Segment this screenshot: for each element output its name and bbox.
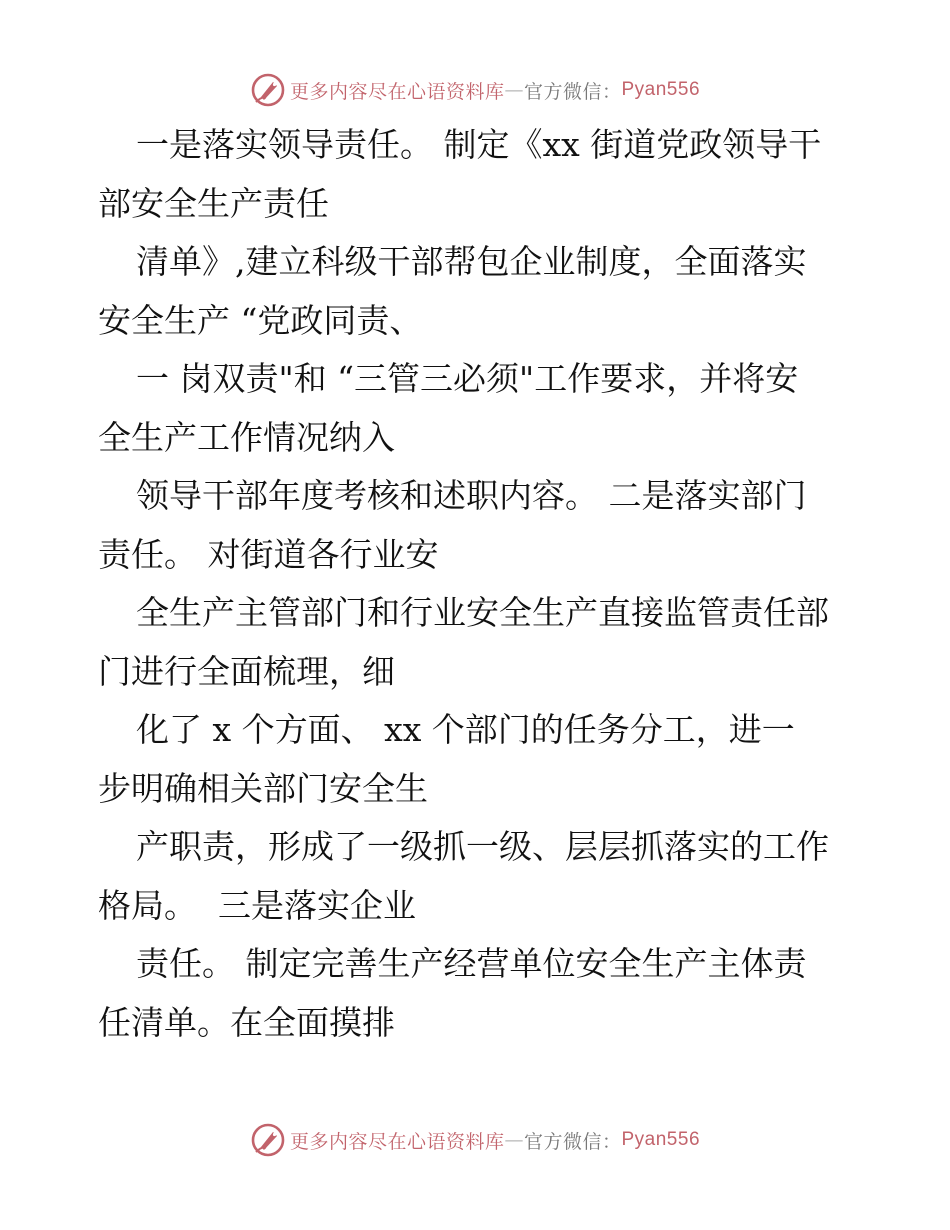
text-line: 化了 x 个方面、 xx 个部门的任务分工，进一 — [136, 710, 795, 749]
text-line: 清单》,建立科级干部帮包企业制度，全面落实 — [136, 242, 807, 281]
pen-nib-icon — [250, 1122, 286, 1158]
text-line: 领导干部年度考核和述职内容。 二是落实部门 — [136, 476, 807, 515]
text-line: 一是落实领导责任。 制定《xx 街道党政领导干 — [136, 125, 822, 164]
text-line: 全生产工作情况纳入 — [98, 417, 395, 457]
text-line: 部安全生产责任 — [98, 183, 329, 223]
document-body — [98, 116, 858, 1052]
watermark-dash: — — [504, 79, 524, 101]
watermark-wechat-id: Pyan556 — [621, 79, 701, 100]
text-line: 责任。 对街道各行业安 — [98, 534, 439, 574]
text-line: 格局。 三是落实企业 — [98, 885, 416, 925]
watermark-official-label: 官方微信： — [523, 80, 622, 103]
text-line: 产职责，形成了一级抓一级、层层抓落实的工作 — [136, 827, 829, 866]
watermark-dash: — — [504, 1129, 524, 1151]
text-line: 门进行全面梳理，细 — [98, 651, 395, 691]
text-line: 安全生产 “党政同责、 — [98, 300, 423, 340]
header-watermark — [0, 70, 950, 110]
watermark-main-text: 更多内容尽在心语资料库 — [289, 1130, 505, 1153]
watermark-main-text: 更多内容尽在心语资料库 — [289, 80, 505, 103]
watermark-official-label: 官方微信： — [523, 1130, 622, 1153]
footer-watermark — [0, 1120, 950, 1160]
pen-nib-icon — [250, 72, 286, 108]
text-line: 任清单。在全面摸排 — [98, 1002, 395, 1042]
text-line: 全生产主管部门和行业安全生产直接监管责任部 — [136, 593, 829, 632]
text-line: 步明确相关部门安全生 — [98, 768, 428, 808]
text-line: 责任。 制定完善生产经营单位安全生产主体责 — [136, 944, 807, 983]
text-line: 一 岗双责"和 “三管三必须"工作要求，并将安 — [136, 359, 799, 398]
watermark-wechat-id: Pyan556 — [621, 1129, 701, 1150]
